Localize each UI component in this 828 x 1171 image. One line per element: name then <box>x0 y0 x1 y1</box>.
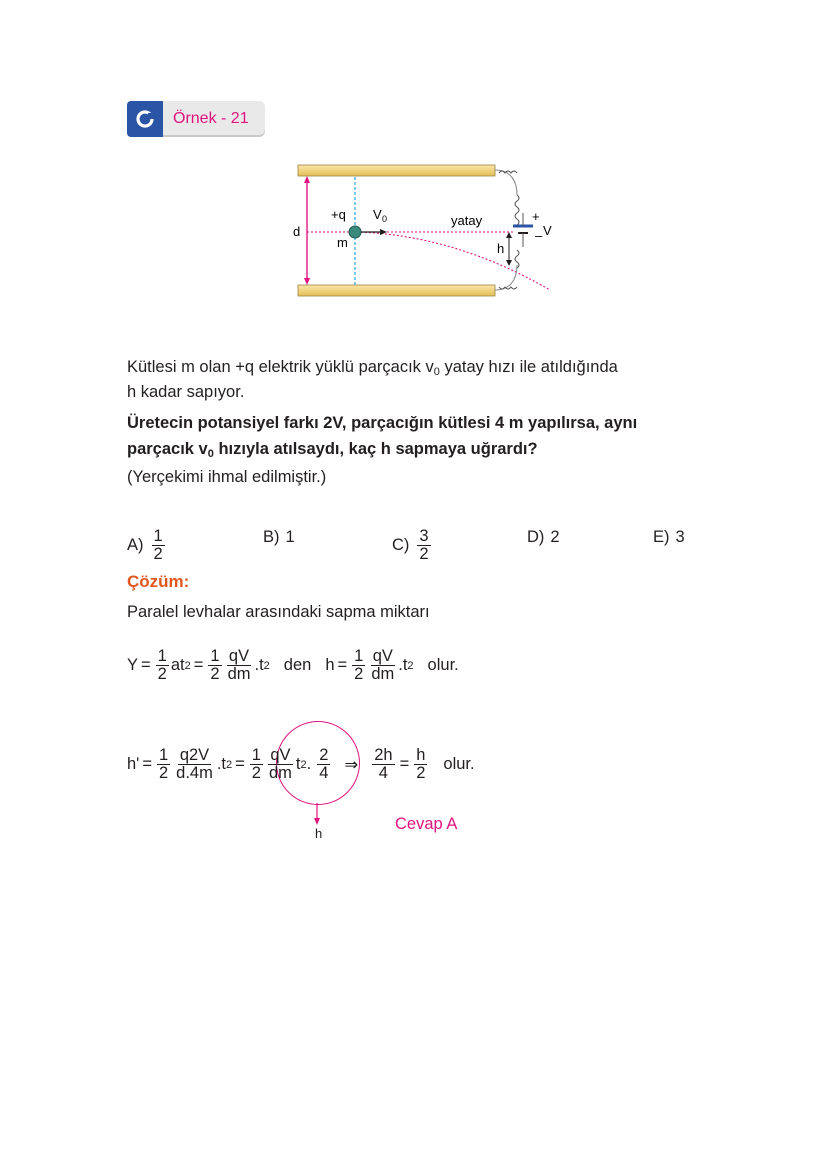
equation-1: Y = $\frac{1}{2}$ at 2 = $\frac{1}{2}$ $\frac{qV}{dm}$ .t 2 den h = $\frac{1}{2}$ $\frac{qV}{dm}$ .t 2 olur. <box>127 647 459 683</box>
bottom-plate <box>298 285 495 296</box>
question-bold-2: parçacık $v_0$ hızıyla atılsaydı, kaç h sapmaya uğrardı? <box>127 440 538 460</box>
choice-d[interactable]: D) 2 <box>527 528 560 546</box>
plates-diagram <box>285 155 575 305</box>
label-m: m <box>337 235 348 250</box>
label-v0: V <box>373 207 382 222</box>
choice-b[interactable]: B) 1 <box>263 528 295 546</box>
example-badge <box>127 101 265 137</box>
arrow-down-icon <box>312 803 322 827</box>
label-d: d <box>293 224 301 239</box>
equation-2: h' = $\frac{1}{2}$ $\frac{q2V}{d.4m}$ .t 2 = $\frac{1}{2}$ $\frac{qV}{dm}$ t 2 . $\frac{2}{4}$ ⇒ $\frac{2h}{4}$ = $\frac{h}{2}$ olur. <box>127 746 475 782</box>
label-yatay: yatay <box>451 213 483 228</box>
label-voltage: V <box>543 223 552 238</box>
ring-icon <box>127 101 163 137</box>
question-bold-1: Üretecin potansiyel farkı 2V, parçacığın kütlesi 4 m yapılırsa, aynı <box>127 414 638 432</box>
particle <box>349 226 361 238</box>
answer-label: Cevap A <box>395 815 458 833</box>
solution-intro: Paralel levhalar arasındaki sapma miktarı <box>127 603 430 621</box>
label-minus: – <box>535 228 543 243</box>
question-note: (Yerçekimi ihmal edilmiştir.) <box>127 468 327 486</box>
question-line-1: Kütlesi m olan +q elektrik yüklü parçacık $v_0$ yatay hızı ile atıldığında <box>127 358 618 378</box>
example-title: Örnek - 21 <box>163 101 265 137</box>
choice-e[interactable]: E) 3 <box>653 528 685 546</box>
question-line-2: h kadar sapıyor. <box>127 383 245 401</box>
circle-label: h <box>315 826 323 841</box>
solution-title: Çözüm: <box>127 572 190 591</box>
label-plus-q: +q <box>331 207 346 222</box>
choice-c[interactable]: C) $\frac{3}{2}$ <box>392 527 429 563</box>
top-plate <box>298 165 495 176</box>
label-v0-sub: 0 <box>382 214 388 224</box>
label-h: h <box>497 241 505 256</box>
label-plus: + <box>532 209 540 224</box>
choice-a[interactable]: A) $\frac{1}{2}$ <box>127 527 163 563</box>
